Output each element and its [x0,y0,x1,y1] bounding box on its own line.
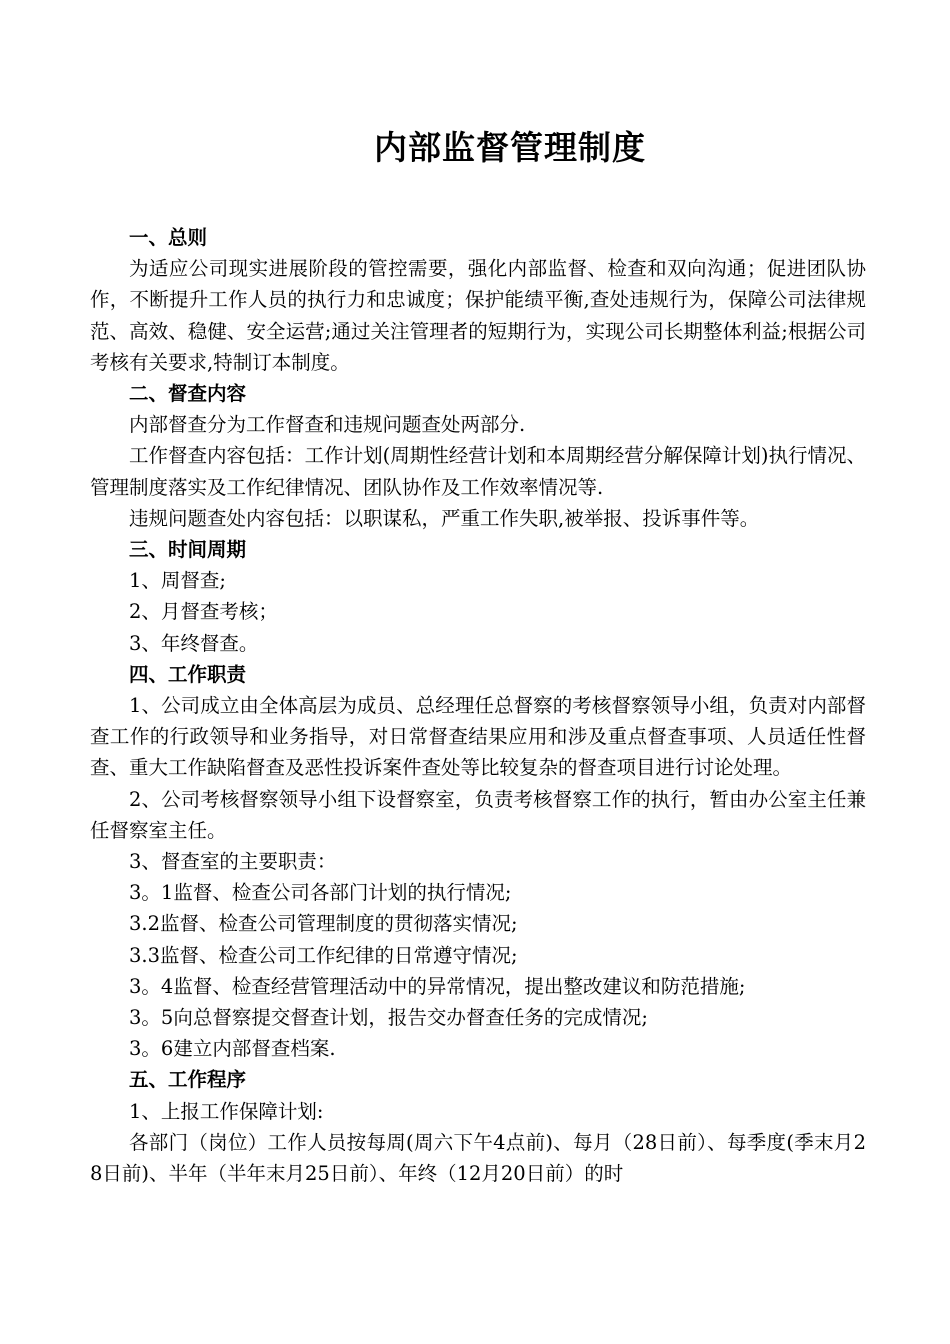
body-paragraph: 3。5向总督察提交督查计划，报告交办督查任务的完成情况; [129,1006,648,1030]
body-paragraph: 3.2监督、检查公司管理制度的贯彻落实情况; [129,912,518,936]
section-heading: 四、工作职责 [129,662,247,686]
body-paragraph: 内部督查分为工作督查和违规问题查处两部分. [129,413,526,437]
section-heading: 二、督查内容 [129,382,247,406]
body-paragraph: 2、月督查考核； [129,600,278,624]
section-heading: 三、时间周期 [129,538,247,562]
body-paragraph: 3。4监督、检查经营管理活动中的异常情况，提出整改建议和防范措施; [129,974,746,998]
body-paragraph: 1、周督查; [129,569,226,593]
section-heading: 一、总则 [129,226,208,249]
body-paragraph: 3、年终督查。 [129,631,259,655]
body-paragraph: 3。1监督、检查公司各部门计划的执行情况; [129,881,512,905]
document-title: 内部监督管理制度 [374,128,646,167]
body-paragraph: 1、公司成立由全体高层为成员、总经理任总督察的考核督察领导小组，负责对内部督查工作的行政领导和业务指导，对日常督查结果应用和涉及重点督查事项、人员适任性督查、重大工作缺陷督查及恶性投诉案件查处等比较复杂的督查项目进行讨论处理。 [90,694,866,780]
body-paragraph: 3。6建立内部督查档案. [129,1037,336,1061]
body-paragraph: 违规问题查处内容包括：以职谋私，严重工作失职,被举报、投诉事件等。 [129,506,760,530]
body-paragraph: 3.3监督、检查公司工作纪律的日常遵守情况; [129,943,518,967]
body-paragraph: 1、上报工作保障计划: [129,1099,324,1123]
body-paragraph: 工作督查内容包括：工作计划(周期性经营计划和本周期经营分解保障计划)执行情况、管理制度落实及工作纪律情况、团队协作及工作效率情况等. [90,444,866,499]
body-paragraph: 2、公司考核督察领导小组下设督察室，负责考核督察工作的执行，暂由办公室主任兼任督察室主任。 [90,787,866,842]
section-heading: 五、工作程序 [129,1068,247,1092]
body-paragraph: 为适应公司现实进展阶段的管控需要，强化内部监督、检查和双向沟通；促进团队协作，不断提升工作人员的执行力和忠诚度；保护能绩平衡,查处违规行为，保障公司法律规范、高效、稳健、安全运营;通过关注管理者的短期行为，实现公司长期整体利益;根据公司考核有关要求,特制订本制度。 [90,257,866,374]
body-paragraph: 3、督查室的主要职责： [129,850,337,874]
body-paragraph: 各部门（岗位）工作人员按每周(周六下午4点前)、每月（28日前）、每季度(季末月28日前)、半年（半年末月25日前）、年终（12月20日前）的时 [90,1130,866,1186]
document-body [90,222,866,1189]
